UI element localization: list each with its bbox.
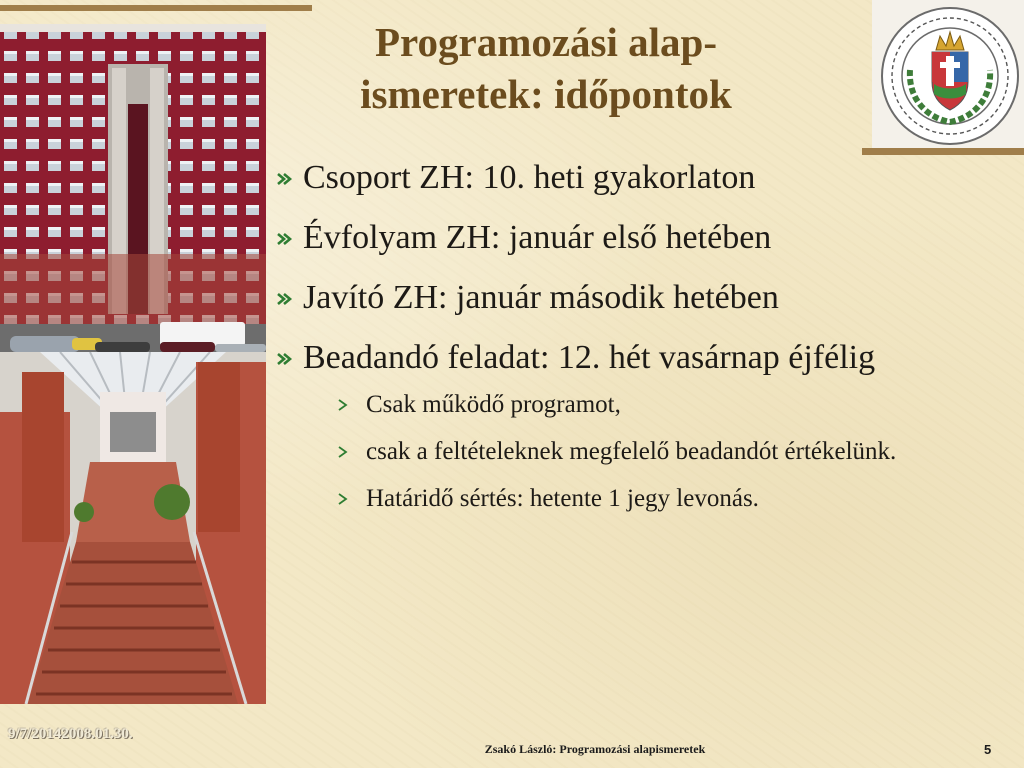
page-number: 5 xyxy=(984,742,992,757)
sub-bullet-item xyxy=(274,386,974,423)
slide-title-line-1: Programozási alap- xyxy=(375,19,717,65)
bullet-item xyxy=(274,158,974,198)
building-photo xyxy=(0,24,266,352)
bullet-item xyxy=(274,218,974,258)
bullet-text: Beadandó feladat: 12. hét vasárnap éjfélig xyxy=(303,339,876,376)
sub-bullet-text: Csak működő programot, xyxy=(366,391,621,418)
sub-bullet-item xyxy=(274,433,926,470)
footer-date: 9/7/20142008.01.30. xyxy=(8,726,133,742)
arrow-bullet-icon xyxy=(336,492,350,506)
sub-bullet-text: Határidő sértés: hetente 1 jegy levonás. xyxy=(366,485,759,512)
footer-author: Zsakó László: Programozási alapismeretek xyxy=(484,742,706,756)
bullet-list xyxy=(274,158,974,527)
arrow-bullet-icon xyxy=(276,230,294,248)
arrow-bullet-icon xyxy=(336,398,350,412)
bullet-item xyxy=(274,278,974,318)
bullet-text: Csoport ZH: 10. heti gyakorlaton xyxy=(303,159,756,196)
bullet-text: Javító ZH: január második hetében xyxy=(303,279,779,316)
decorative-bar-top xyxy=(0,5,312,11)
stairs-photo xyxy=(0,352,266,704)
arrow-bullet-icon xyxy=(276,350,294,368)
decorative-bar-right xyxy=(862,148,1024,155)
university-seal-icon xyxy=(872,0,1024,148)
sub-bullet-text: csak a feltételeknek megfelelő beadandót értékelünk. xyxy=(366,438,897,465)
slide-title xyxy=(296,16,796,120)
sub-bullet-group xyxy=(274,386,974,517)
bullet-text: Évfolyam ZH: január első hetében xyxy=(303,219,772,256)
sub-bullet-list xyxy=(274,386,974,517)
university-seal xyxy=(872,0,1024,148)
slide-title-line-2: ismeretek: időpontok xyxy=(360,71,732,117)
sub-bullet-item xyxy=(274,480,974,517)
arrow-bullet-icon xyxy=(276,170,294,188)
arrow-bullet-icon xyxy=(276,290,294,308)
building-photo-drawing xyxy=(0,24,266,352)
stairs-photo-drawing xyxy=(0,352,266,704)
bullet-item xyxy=(274,338,953,378)
arrow-bullet-icon xyxy=(336,445,350,459)
